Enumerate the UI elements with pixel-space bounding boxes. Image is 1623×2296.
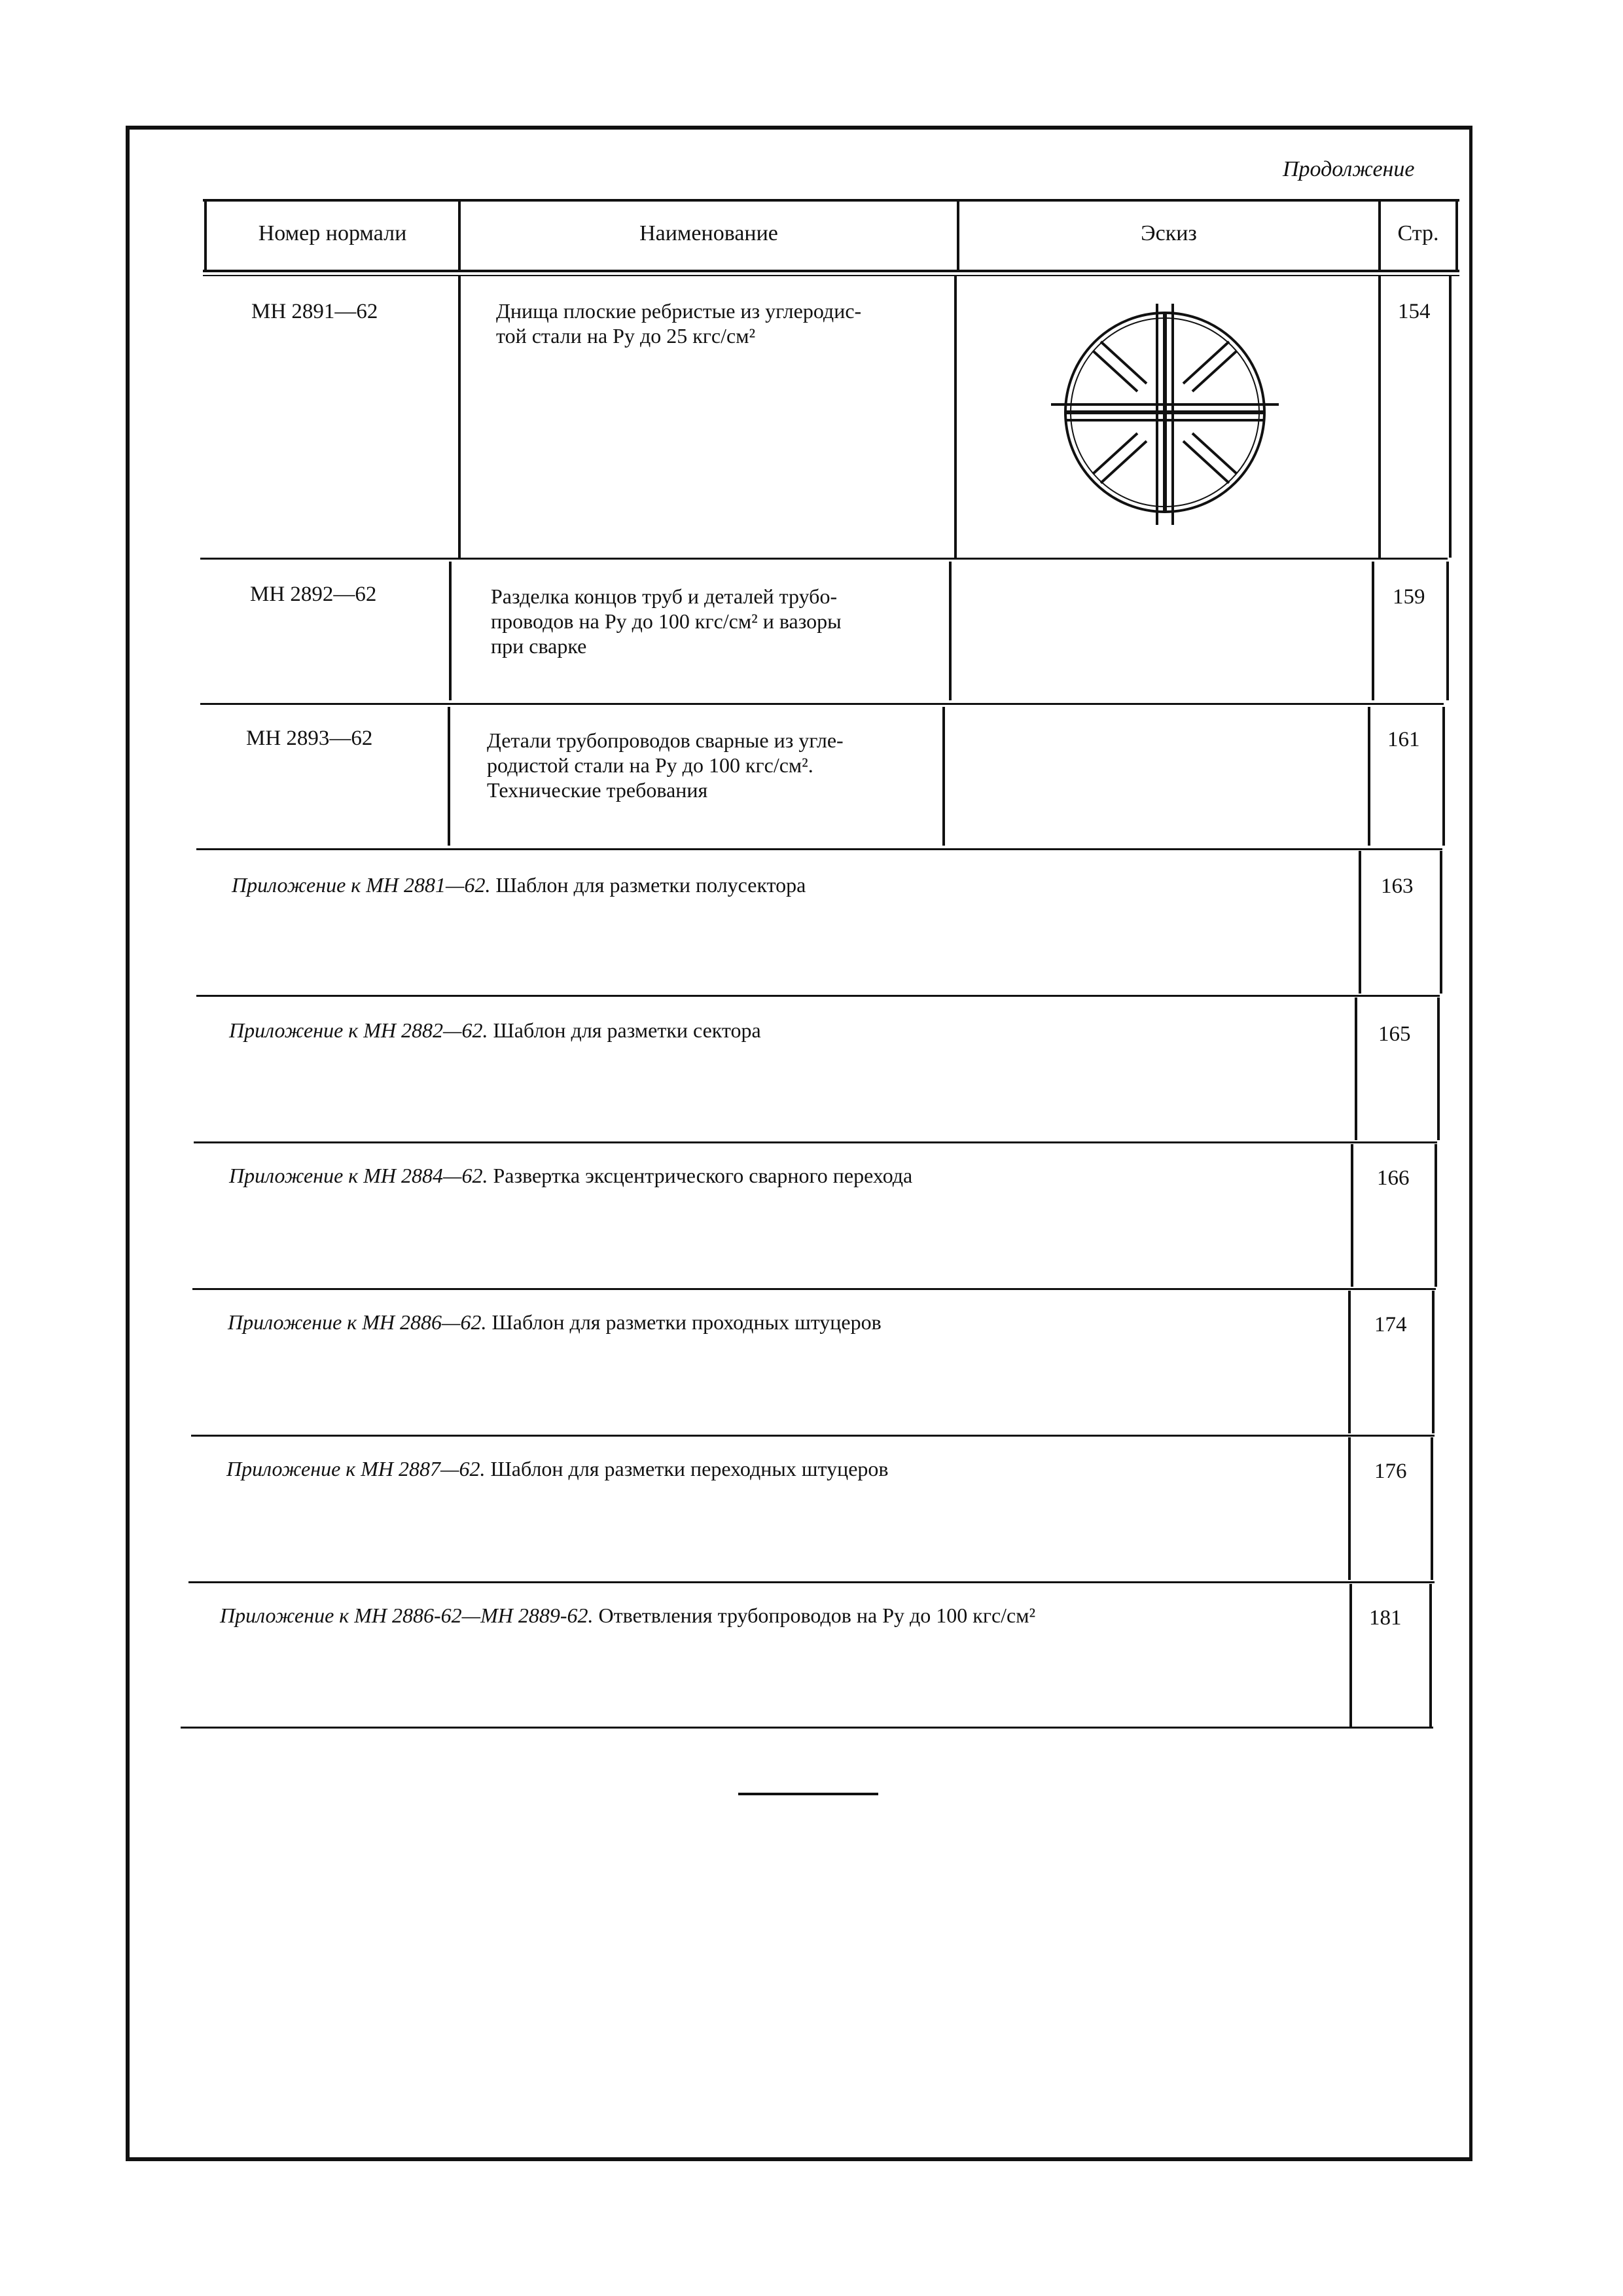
- appendix-entry: [229, 1164, 912, 1188]
- appendix-entry: [220, 1604, 1035, 1628]
- row-page: 154: [1398, 300, 1431, 323]
- header-bottom-rule-2: [203, 275, 1459, 276]
- appendix-page: 176: [1374, 1460, 1407, 1483]
- row-divider: [1378, 276, 1381, 558]
- page-col-divider: [1437, 997, 1440, 1140]
- appendix-ref: Приложение к МН 2882—62.: [229, 1018, 488, 1042]
- page-col-divider: [1429, 1584, 1432, 1727]
- appendix-entry: [226, 1457, 889, 1481]
- row-divider: [954, 276, 957, 558]
- row-divider: [449, 562, 452, 700]
- row-page: 159: [1393, 585, 1425, 609]
- appendix-ref: Приложение к МН 2886-62—МН 2889-62.: [220, 1604, 594, 1627]
- appendix-title: Ответвления трубопроводов на Pу до 100 кгс/см²: [598, 1604, 1036, 1627]
- row-separator: [192, 1288, 1436, 1290]
- header-number: Номер нормали: [258, 221, 407, 245]
- row-name-line: проводов на Pу до 100 кгс/см² и вазоры: [491, 609, 842, 633]
- ribbed-head-sketch: [1047, 300, 1283, 529]
- row-name: [496, 298, 861, 348]
- table-top-rule: [203, 199, 1459, 202]
- appendix-ref: Приложение к МН 2881—62.: [232, 873, 491, 897]
- row-name-line: Днища плоские ребристые из углеродис-: [496, 299, 862, 323]
- row-page: 161: [1387, 728, 1420, 751]
- row-name: [491, 584, 842, 658]
- appendix-entry: [232, 873, 806, 897]
- page-col-divider: [1355, 997, 1357, 1140]
- row-name-line: родистой стали на Pу до 100 кгс/см².: [487, 753, 813, 777]
- table-bottom-rule: [181, 1727, 1433, 1729]
- appendix-page: 163: [1381, 874, 1414, 898]
- appendix-title: Шаблон для разметки переходных штуцеров: [490, 1457, 889, 1480]
- appendix-title: Шаблон для разметки полусектора: [495, 873, 806, 897]
- header-sketch: Эскиз: [1141, 221, 1197, 245]
- row-separator: [200, 703, 1444, 705]
- row-divider: [1372, 562, 1374, 700]
- row-name-line: Технические требования: [487, 778, 708, 802]
- row-separator: [196, 995, 1440, 997]
- row-divider: [1442, 707, 1445, 846]
- row-divider: [1446, 562, 1449, 700]
- row-divider: [1449, 276, 1452, 558]
- page-col-divider: [1431, 1437, 1433, 1580]
- row-divider: [458, 276, 461, 558]
- appendix-title: Развертка эксцентрического сварного перехода: [493, 1164, 913, 1187]
- page-col-divider: [1435, 1144, 1437, 1287]
- page-col-divider: [1348, 1291, 1351, 1433]
- row-number: МН 2893—62: [246, 726, 373, 750]
- appendix-entry: [229, 1018, 761, 1043]
- row-divider: [949, 562, 952, 700]
- appendix-page: 174: [1374, 1313, 1407, 1336]
- appendix-ref: Приложение к МН 2884—62.: [229, 1164, 488, 1187]
- row-divider: [448, 707, 450, 846]
- page-col-divider: [1349, 1584, 1352, 1727]
- header-bottom-rule: [203, 270, 1459, 272]
- page-col-divider: [1348, 1437, 1351, 1580]
- continuation-label: Продолжение: [1283, 157, 1415, 181]
- row-name-line: при сварке: [491, 634, 587, 658]
- header-col-divider: [1455, 200, 1458, 270]
- row-divider: [942, 707, 945, 846]
- row-name: [487, 728, 844, 802]
- row-separator: [194, 1141, 1437, 1143]
- header-page: Стр.: [1397, 221, 1439, 245]
- appendix-ref: Приложение к МН 2887—62.: [226, 1457, 486, 1480]
- row-number: МН 2891—62: [251, 300, 378, 323]
- page-col-divider: [1440, 851, 1442, 994]
- page-col-divider: [1351, 1144, 1353, 1287]
- page-col-divider: [1359, 851, 1361, 994]
- row-separator: [188, 1581, 1435, 1583]
- row-separator: [191, 1435, 1435, 1437]
- row-number: МН 2892—62: [250, 583, 377, 606]
- row-separator: [196, 848, 1442, 850]
- end-rule: [738, 1793, 878, 1795]
- header-name: Наименование: [639, 221, 778, 245]
- row-name-line: Разделка концов труб и деталей трубо-: [491, 584, 838, 608]
- appendix-page: 181: [1369, 1606, 1402, 1630]
- appendix-title: Шаблон для разметки проходных штуцеров: [491, 1310, 882, 1334]
- row-name-line: той стали на Pу до 25 кгс/см²: [496, 324, 756, 348]
- appendix-ref: Приложение к МН 2886—62.: [228, 1310, 487, 1334]
- appendix-page: 165: [1378, 1022, 1411, 1046]
- row-name-line: Детали трубопроводов сварные из угле-: [487, 728, 844, 752]
- appendix-page: 166: [1377, 1166, 1410, 1190]
- row-separator: [200, 558, 1448, 560]
- appendix-title: Шаблон для разметки сектора: [493, 1018, 761, 1042]
- appendix-entry: [228, 1310, 882, 1335]
- page-col-divider: [1432, 1291, 1435, 1433]
- row-divider: [1368, 707, 1370, 846]
